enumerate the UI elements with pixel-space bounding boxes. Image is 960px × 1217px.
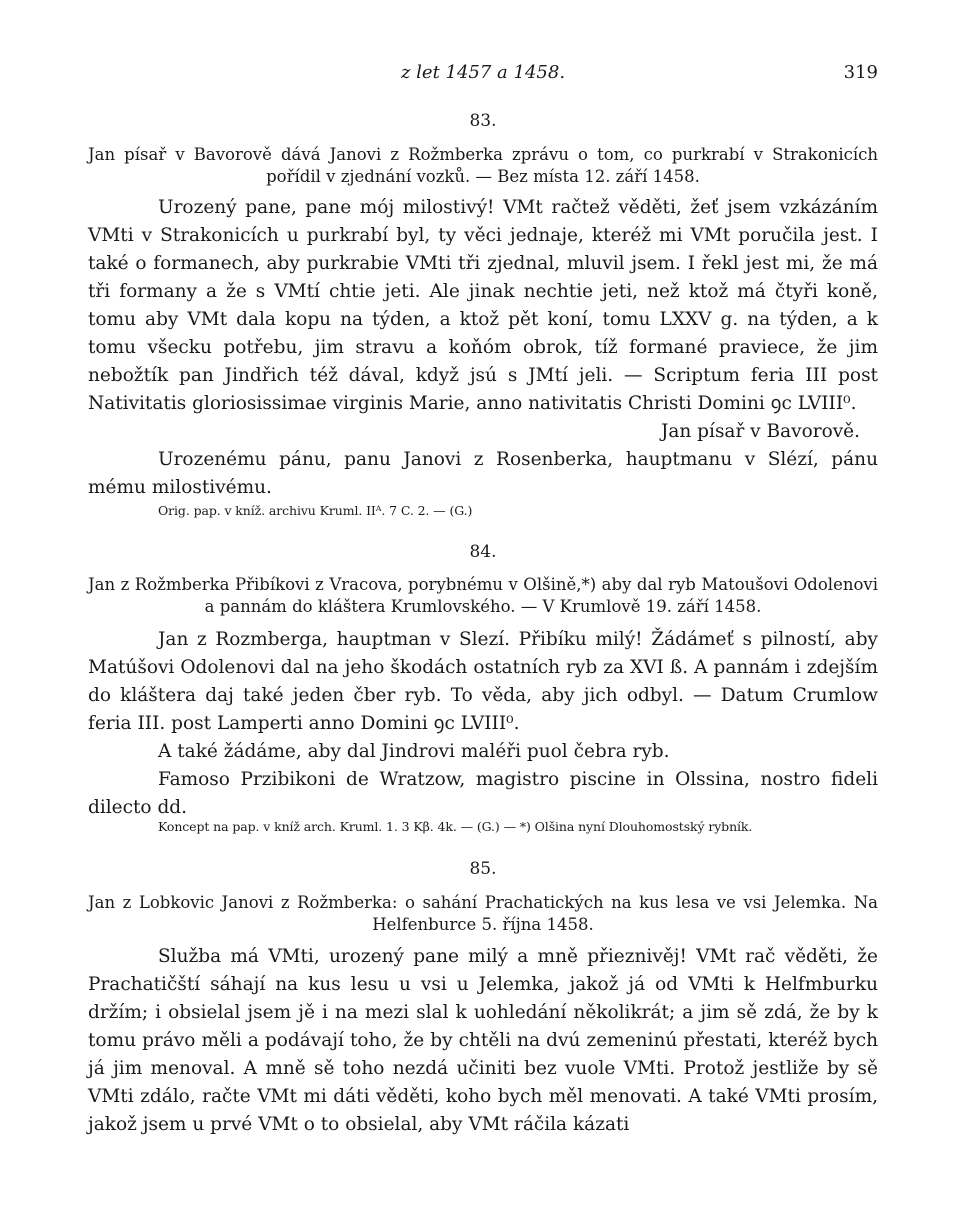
regest-84: Jan z Rožmberka Přibíkovi z Vracova, porybnému v Olšině,*) aby dal ryb Matoušovi Odolenovi a pannám do kláštera Krumlovského. — V Krumlově 19. září 1458. xyxy=(88,575,878,616)
running-head xyxy=(88,62,878,86)
running-head-title: z let 1457 a 1458. xyxy=(400,62,566,83)
document-body-85 xyxy=(88,943,878,1139)
paragraph: A také žádáme, aby dal Jindrovi maléři puol čebra ryb. xyxy=(158,741,670,762)
paragraph: Jan z Rozmberga, hauptman v Slezí. Přibíku milý! Žádámeť s pilností, aby Matúšovi Odolenovi dal na jeho škodách ostatních ryb za XVI ß. A pannám i zdejším do kláštera daj také jeden čber ryb. To věda, aby jich odbyl. — Datum Crumlow feria III. post Lamperti anno Domini ꝯc LVIII⁰. xyxy=(88,629,878,734)
paragraph: Urozený pane, pane mój milostivý! VMt račtež věděti, žeť jsem vzkázáním VMti v Strakonicích u purkrabí byl, ty věci jednaje, kteréž mi VMt poručila jest. I také o formanech, aby purkrabie VMti tři zjednal, mluvil jsem. I řekl jest mi, že má tři formany a že s VMtí chtie jeti. Ale jinak nechtie jeti, než ktož má čtyři koně, tomu aby VMt dala kopu na týden, a ktož pět koní, tomu LXXV g. na týden, a k tomu všecku potřebu, jim stravu a koňóm obrok, tíž formané praviece, že jim nebožtík pan Jindřich též dával, když jsú s JMtí jeli. — Scriptum feria III post Nativitatis gloriosissimae virginis Marie, anno nativitatis Christi Domini ꝯc LVIII⁰. xyxy=(88,197,878,414)
address: Famoso Przibikoni de Wratzow, magistro piscine in Olssina, nostro fideli dilecto dd. xyxy=(88,769,878,818)
address: Urozenému pánu, panu Janovi z Rosenberka, hauptmanu v Slézí, pánu mému milostivému. xyxy=(88,449,878,498)
regest-85: Jan z Lobkovic Janovi z Rožmberka: o sahání Prachatických na kus lesa ve vsi Jelemka. Na Helfenburce 5. října 1458. xyxy=(88,893,878,934)
document-body-83 xyxy=(88,194,878,502)
document-number-83: 83. xyxy=(469,111,497,131)
page-number: 319 xyxy=(843,62,878,83)
signature: Jan písař v Bavorově. xyxy=(660,421,860,442)
document-number-84: 84. xyxy=(469,542,497,562)
document-number-85: 85. xyxy=(469,859,497,879)
source-note-84: Koncept na pap. v kníž arch. Kruml. 1. 3 Kβ. 4k. — (G.) — *) Olšina nyní Dlouhomostský rybník. xyxy=(158,819,753,834)
regest-83: Jan písař v Bavorově dává Janovi z Rožmberka zprávu o tom, co purkrabí v Strakonicích pořídil v zjednání vozků. — Bez místa 12. září 1458. xyxy=(88,145,878,186)
source-note-83: Orig. pap. v kníž. archivu Kruml. IIᴬ. 7 C. 2. — (G.) xyxy=(158,503,473,518)
paragraph: Služba má VMti, urozený pane milý a mně přieznivěj! VMt rač věděti, že Prachatičští sáhají na kus lesu u vsi u Jelemka, jakož já od VMti k Helfmburku držím; i obsielal jsem jě i na mezi slal k uohledání několikrát; a jim sě zdá, že by k tomu právo měli a podávají toho, že by chtěli na dvú zemeninú přestati, kteréž bych já jim menoval. A mně sě toho nezdá učiniti bez vuole VMti. Protož jestliže by sě VMti zdálo, račte VMt mi dáti věděti, koho bych měl menovati. A také VMti prosím, jakož jsem u prvé VMt o to obsielal, aby VMt ráčila kázati xyxy=(88,946,878,1135)
document-body-84 xyxy=(88,626,878,822)
